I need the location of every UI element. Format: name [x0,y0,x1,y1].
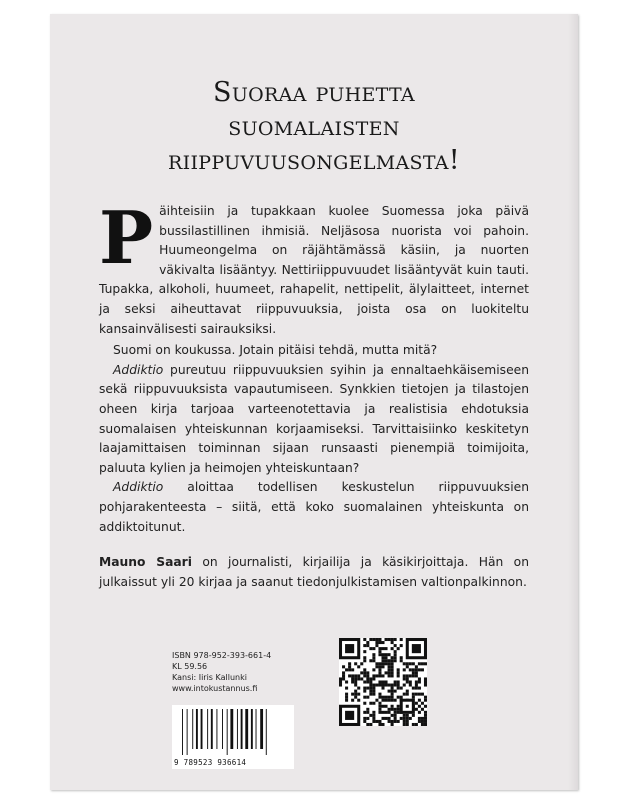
author-name: Mauno Saari [99,555,192,570]
qr-code-pattern [339,638,427,726]
publisher-website: www.intokustannus.fi [172,684,258,693]
qr-code-icon [339,638,427,726]
blurb-paragraph-1 [99,195,529,339]
publication-info [172,650,271,694]
book-back-cover [50,14,578,790]
headline-line-2: suomalaisten [228,111,400,142]
classification-text: KL 59.56 [172,662,208,671]
blurb-text [99,195,529,592]
blurb-paragraph-1-text: äihteisiin ja tupakkaan kuolee Suomessa joka päivä bussilastillinen ihmisiä. Neljäsosa nuorista voi pahoin. Huumeongelma on räjähtämässä käsiin, ja nuorten väkivalta lisääntyy. Nettiriippuvuudet lisääntyvät kuin tauti. Tupakka, alkoholi, huumeet, rahapelit, nettipelit, älylaitteet, internet ja seksi aiheuttavat riippuvuuksia, joista osa on luokiteltu kansainvälisesti sairauksiksi. [99,204,529,336]
drop-cap: P [99,195,154,280]
headline-line-1: Suoraa puhetta [213,77,415,108]
headline-line-3: riippuvuusongelmasta! [168,145,460,176]
cover-credit-text: Kansi: Iiris Kallunki [172,673,247,682]
blurb-paragraph-3-text: pureutuu riippuvuuksien syihin ja ennaltaehkäisemiseen sekä riippuvuuksista vapautumiseen. Synkkien tietojen ja tilastojen oheen kirja tarjoaa varteenotettavia ja realistisia ehdotuksia suomalaisen yhteiskunnan korjaamiseksi. Tarvittaisiinko keskitetyn laajamittaisen toiminnan sijaan runsaasti pienempiä toimijoita, paluuta kylien ja heimojen yhteiskuntaan? [99,362,529,475]
paragraph-spacer [99,537,529,553]
author-bio [99,553,529,592]
blurb-paragraph-2: Suomi on koukussa. Jotain pitäisi tehdä, mutta mitä? [113,343,438,358]
author-bio-text: on journalisti, kirjailija ja käsikirjoittaja. Hän on julkaissut yli 20 kirjaa ja saanut tiedonjulkistamisen valtionpalkinnon. [99,555,529,589]
blurb-paragraph-4-text: aloittaa todellisen keskustelun riippuvuuksien pohjarakenteesta – siitä, että koko suomalainen yhteiskunta on addiktoitunut. [99,480,529,534]
isbn-barcode [172,705,294,769]
barcode-bars [180,709,286,755]
isbn-text: ISBN 978-952-393-661-4 [172,651,272,660]
blurb-paragraph-3 [99,361,529,479]
barcode-digits: 9 789523 936614 [174,758,247,767]
blurb-paragraph-4 [99,478,529,537]
book-title-italic: Addiktio [113,480,164,495]
cover-headline [50,76,578,178]
book-title-italic: Addiktio [113,362,164,377]
